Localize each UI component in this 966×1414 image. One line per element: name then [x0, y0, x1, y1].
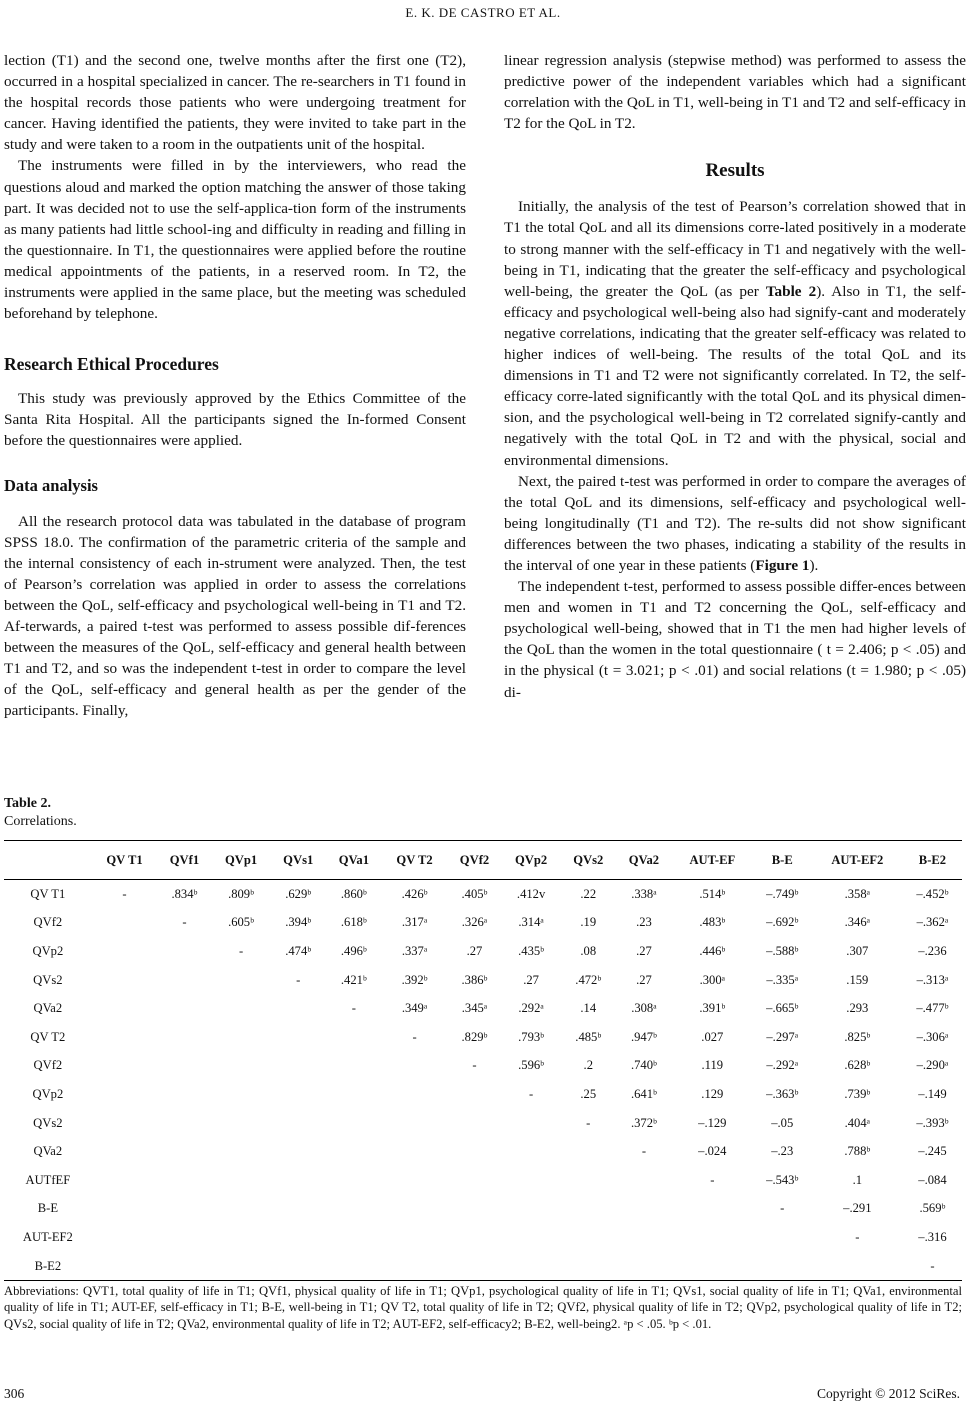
table-cell — [92, 1052, 158, 1081]
text-run: Next, the paired t-test was performed in order to compare the averages of the total QoL and its dimensions, self-efficacy and psychological well-being longitudinally (T1 and T2). The re-sults did not show significant differences between the two phases, indicating a stability of the results in the interval of one year in these patients ( — [504, 472, 966, 574]
table-row — [4, 966, 962, 995]
table-cell — [212, 1080, 271, 1109]
table-cell: - — [903, 1252, 962, 1281]
table-cell: .159 — [846, 972, 869, 987]
table-cell: –.749ᵇ — [766, 886, 799, 901]
table-cell — [753, 1252, 812, 1281]
table-cell: –.692ᵇ — [766, 915, 799, 930]
table-cell — [326, 1023, 382, 1052]
table-row — [4, 1166, 962, 1195]
row-label: AUT-EF2 — [22, 1229, 73, 1244]
table-cell: .793ᵇ — [518, 1029, 545, 1044]
table-cell: - — [710, 1172, 715, 1187]
paragraph: linear regression analysis (stepwise method) was performed to assess the predictive power of the independent variables which had a significant correlation with the QoL in T1, well-being in T1 and T2 and self-efficacy in T2 for the QoL in T2. — [504, 52, 966, 133]
table-cell — [270, 994, 325, 1023]
table-cell: –.129 — [698, 1115, 727, 1130]
table-cell — [561, 1137, 616, 1166]
table-row — [4, 1252, 962, 1281]
table-cell — [92, 1223, 158, 1252]
table-cell: –.362ᵃ — [916, 915, 949, 930]
column-header: B-E2 — [903, 841, 962, 880]
table-cell: - — [641, 1144, 647, 1159]
table-cell — [382, 1252, 448, 1281]
table-cell — [270, 1195, 325, 1224]
table-cell: - — [182, 915, 187, 930]
table-cell: .300ᵃ — [699, 972, 726, 987]
copyright: Copyright © 2012 SciRes. — [816, 1386, 960, 1401]
section-heading-results: Results — [705, 160, 765, 182]
table-cell — [326, 1166, 382, 1195]
table-cell — [92, 1023, 158, 1052]
text-run: ). Also in T1, the self-efficacy and psychological well-being also had signify-cant and moderately negative correlations, indicating that the greater self-efficacy was related to higher indices of well-being. The results of the total QoL and its dimensions in T1 and T2 were not significantly correlated. In T2, the self-efficacy corre-lated significantly with the total QoL and its physical dimen-sion, and the psychological well-being in T2 correlated signify-cantly and negatively with the total QoL in T2 and with the physical, social and environmental dimensions. — [504, 282, 966, 469]
table-cell — [270, 1223, 325, 1252]
table-row — [4, 1023, 962, 1052]
table-cell: .860ᵇ — [340, 886, 367, 901]
table-row — [4, 994, 962, 1023]
column-header: QVs2 — [561, 841, 616, 880]
row-label: B-E — [37, 1201, 59, 1216]
table-cell: - — [472, 1058, 477, 1073]
table-cell: .496ᵇ — [340, 943, 367, 958]
table-cell — [326, 1109, 382, 1138]
table-cell: .421ᵇ — [340, 972, 367, 987]
table-cell — [447, 1252, 501, 1281]
table-cell: –.588ᵇ — [766, 943, 799, 958]
table-cell: .947ᵇ — [630, 1029, 657, 1044]
table-cell: .345ᵃ — [461, 1001, 488, 1016]
table-cell: –.245 — [918, 1144, 947, 1159]
table-cell — [270, 1023, 325, 1052]
table-cell: - — [586, 1115, 591, 1130]
table-row — [4, 1052, 962, 1081]
table-cell: .829ᵇ — [461, 1029, 488, 1044]
table-cell: .27 — [466, 943, 483, 958]
table-cell: .404ᵃ — [844, 1115, 871, 1130]
table-cell — [502, 1137, 561, 1166]
column-header: B-E — [753, 841, 812, 880]
table-cell — [447, 1109, 501, 1138]
table-cell: .1 — [852, 1172, 863, 1187]
table-cell — [212, 1109, 271, 1138]
table-cell: –.236 — [918, 943, 947, 958]
table-cell: .394ᵇ — [285, 915, 312, 930]
table-cell — [616, 1223, 672, 1252]
table-cell — [157, 966, 211, 995]
table-cell: –.543ᵇ — [766, 1172, 799, 1187]
column-header: QVf2 — [447, 841, 501, 880]
table-cell — [326, 1252, 382, 1281]
table-reference: Table 2 — [765, 282, 817, 300]
table-cell: .628ᵇ — [844, 1058, 871, 1073]
table-cell: .308ᵃ — [631, 1001, 657, 1016]
table-cell: –.335ᵃ — [766, 972, 799, 987]
table-cell: –.665ᵇ — [766, 1001, 799, 1016]
left-column — [4, 50, 466, 721]
table-cell — [502, 1166, 561, 1195]
table-cell: –.084 — [918, 1172, 947, 1187]
table-cell: –.313ᵃ — [916, 972, 949, 987]
table-cell — [157, 1052, 211, 1081]
table-cell: .326ᵃ — [461, 915, 488, 930]
table-cell: .739ᵇ — [844, 1086, 871, 1101]
row-label: QVf2 — [33, 915, 63, 930]
table-cell: .405ᵇ — [461, 886, 488, 901]
column-header: QVs1 — [270, 841, 325, 880]
paragraph — [504, 196, 966, 470]
table-cell — [447, 1223, 501, 1252]
row-label: QVa2 — [33, 1144, 63, 1159]
row-label: QVp2 — [32, 1086, 64, 1101]
table-cell: .027 — [701, 1029, 724, 1044]
table-cell — [382, 1166, 448, 1195]
table-cell: .119 — [701, 1058, 724, 1073]
table-cell: –.05 — [771, 1115, 794, 1130]
table-cell: .474ᵇ — [285, 943, 312, 958]
table-cell — [212, 1052, 271, 1081]
table-cell — [92, 966, 158, 995]
table-cell — [672, 1223, 753, 1252]
table-cell: .292ᵃ — [518, 1001, 544, 1016]
table-cell — [157, 1195, 211, 1224]
table-header-row — [4, 841, 962, 880]
table-cell: - — [412, 1029, 417, 1044]
table-cell: .08 — [580, 943, 597, 958]
table-cell — [326, 1195, 382, 1224]
paragraph: The independent t-test, performed to assess possible differ-ences between men and women in T1 and T2 concerning the QoL, self-efficacy and psychological well-being, showed that in T1 the men had higher levels of the QoL than the women in the total questionnaire ( t = 2.406; p < .05) and in the physical (t = 3.021; p < .01) and social relations (t = 1.980; p < .05) di- — [504, 578, 966, 701]
table-cell: .605ᵇ — [228, 915, 255, 930]
table-cell — [447, 1137, 501, 1166]
table-cell: .23 — [636, 915, 652, 930]
table-cell — [382, 1137, 448, 1166]
table-cell — [502, 1195, 561, 1224]
table-cell — [92, 909, 158, 938]
column-header: QV T2 — [382, 841, 448, 880]
table-cell — [157, 1080, 211, 1109]
table-cell — [212, 1223, 271, 1252]
section-heading-data-analysis: Data analysis — [4, 475, 98, 495]
table-cell — [157, 1166, 211, 1195]
table-cell: .314ᵃ — [518, 915, 544, 930]
table-cell — [212, 1166, 271, 1195]
column-header: QVp1 — [212, 841, 271, 880]
paragraph: This study was previously approved by the Ethics Committee of the Santa Rita Hospital. All the participants signed the In-formed Consent before the questionnaires were applied. — [4, 390, 466, 450]
table-caption — [4, 795, 77, 831]
row-label: AUTfEF — [25, 1172, 71, 1187]
table-cell: –.363ᵇ — [766, 1086, 799, 1101]
text-run: ). — [809, 556, 819, 574]
table-cell: .349ᵃ — [401, 1001, 428, 1016]
table-cell — [92, 937, 158, 966]
table-cell: –.024 — [698, 1144, 727, 1159]
table-title: Correlations. — [4, 814, 77, 829]
row-label: QVf2 — [33, 1058, 63, 1073]
table-cell: –.23 — [771, 1144, 794, 1159]
table-cell — [447, 1080, 501, 1109]
table-cell — [157, 1109, 211, 1138]
table-row — [4, 880, 962, 909]
table-cell: .435ᵇ — [518, 943, 545, 958]
table-cell — [382, 1223, 448, 1252]
table-cell — [270, 1052, 325, 1081]
table-cell: - — [122, 886, 127, 901]
column-header: QV T1 — [92, 841, 158, 880]
table-cell — [753, 1223, 812, 1252]
table-cell — [270, 1252, 325, 1281]
table-cell — [92, 1252, 158, 1281]
table-cell: .372ᵇ — [630, 1115, 657, 1130]
table-cell: .358ᵃ — [844, 886, 871, 901]
table-cell: .834ᵇ — [171, 886, 198, 901]
section-heading-ethics: Research Ethical Procedures — [4, 354, 219, 375]
table-cell — [212, 966, 271, 995]
table-cell — [212, 1252, 271, 1281]
table-cell: - — [529, 1086, 534, 1101]
table-cell: .483ᵇ — [699, 915, 726, 930]
table-cell — [447, 1195, 501, 1224]
table-row — [4, 1109, 962, 1138]
table-cell: .27 — [523, 972, 539, 987]
table-cell — [157, 937, 211, 966]
row-label: QV T1 — [30, 886, 66, 901]
table-cell — [92, 994, 158, 1023]
table-cell — [92, 1137, 158, 1166]
table-cell: - — [296, 972, 301, 987]
table-abbreviations: Abbreviations: QVT1, total quality of life in T1; QVf1, physical quality of life in T1; QVp1, psychological quality of life in T1; QVs1, social quality of life in T1; QVa1, environmental quality of life in T1; AUT-EF, self-efficacy in T1; B-E, well-being in T1; QV T2, total quality of life in T2; QVf2, physical quality of life in T2; QVp2, psychological quality of life in T2; QVs2, social quality of life in T2; QVa2, environmental quality of life in T2; AUT-EF2, self-efficacy2; B-E2, well-being2. ᵃp < .05. ᵇp < .01. — [4, 1284, 962, 1331]
table-cell — [157, 1223, 211, 1252]
table-cell — [561, 1195, 616, 1224]
table-cell: –.306ᵃ — [916, 1029, 949, 1044]
table-cell: –.393ᵇ — [916, 1115, 949, 1130]
table-cell: - — [351, 1001, 356, 1016]
table-cell — [502, 1109, 561, 1138]
table-cell — [447, 1166, 501, 1195]
table-cell: .485ᵇ — [575, 1029, 602, 1044]
table-cell: .27 — [636, 943, 652, 958]
table-cell: .346ᵃ — [844, 915, 871, 930]
table-cell — [212, 1137, 271, 1166]
table-cell — [270, 1109, 325, 1138]
text-run: Initially, the analysis of the test of Pearson’s correlation showed that in T1 the total QoL and all its dimensions corre-lated positively in a moderate to strong manner with the self-efficacy in T1 and negatively with the well-being in T1, indicating that the greater the self-efficacy and psychological well-being, the greater the QoL (as per — [504, 198, 966, 300]
table-cell: .19 — [580, 915, 597, 930]
table-cell — [157, 994, 211, 1023]
table-cell: .412v — [516, 886, 546, 901]
table-row — [4, 1137, 962, 1166]
table-cell: .2 — [583, 1058, 593, 1073]
table-cell: –.290ᵃ — [916, 1058, 949, 1073]
table-cell: - — [855, 1229, 860, 1244]
table-cell — [92, 1195, 158, 1224]
table-cell: .392ᵇ — [401, 972, 428, 987]
paragraph — [504, 471, 966, 576]
row-label: QVa2 — [33, 1001, 63, 1016]
column-header: AUT-EF — [672, 841, 753, 880]
table-cell — [92, 1109, 158, 1138]
table-cell: .788ᵇ — [844, 1144, 871, 1159]
table-row — [4, 1080, 962, 1109]
figure-reference: Figure 1 — [755, 556, 810, 574]
table-cell: .426ᵇ — [401, 886, 428, 901]
table-cell — [326, 1080, 382, 1109]
table-cell: .14 — [580, 1001, 597, 1016]
paragraph: All the research protocol data was tabulated in the database of program SPSS 18.0. The confirmation of the parametric criteria of the sample and the internal consistency of each in-strument were analyzed. Then, the test of Pearson’s correlation was applied in order to assess the correlations between the QoL, self-efficacy and psychological well-being in T1 and T2. Af-terwards, a paired t-test was performed to assess possible dif-ferences between the measures of the QoL, self-efficacy and general health between T1 and T2, and so was the independent t-test in order to compare the level of the QoL, self-efficacy and general health as per the gender of the participants. Finally, — [4, 512, 466, 720]
column-header — [4, 841, 92, 880]
column-header: AUT-EF2 — [812, 841, 903, 880]
table-row — [4, 909, 962, 938]
table-cell — [616, 1252, 672, 1281]
table-cell: .317ᵃ — [401, 915, 428, 930]
row-label: QVp2 — [32, 943, 64, 958]
table-label: Table 2. — [4, 796, 51, 811]
table-cell: .514ᵇ — [699, 886, 726, 901]
table-row — [4, 1195, 962, 1224]
row-label: QVs2 — [33, 1115, 63, 1130]
table-cell — [212, 994, 271, 1023]
right-column — [504, 50, 966, 703]
table-cell — [382, 1195, 448, 1224]
table-cell — [812, 1252, 903, 1281]
table-row — [4, 937, 962, 966]
table-cell: .596ᵇ — [518, 1058, 545, 1073]
table-cell: .569ᵇ — [919, 1201, 946, 1216]
running-head: E. K. DE CASTRO ET AL. — [405, 5, 561, 20]
table-row — [4, 1223, 962, 1252]
table-cell: .618ᵇ — [340, 915, 367, 930]
table-cell — [92, 1166, 158, 1195]
table-cell — [92, 1080, 158, 1109]
table-cell — [561, 1166, 616, 1195]
correlation-table — [4, 840, 962, 1281]
table-cell: .307 — [846, 943, 869, 958]
table-cell: - — [780, 1201, 785, 1216]
table-cell — [616, 1195, 672, 1224]
table-cell: .446ᵇ — [699, 943, 726, 958]
table-cell — [382, 1109, 448, 1138]
table-cell — [157, 1023, 211, 1052]
column-header: QVp2 — [502, 841, 561, 880]
column-header: QVa2 — [616, 841, 672, 880]
table-cell: .472ᵇ — [575, 972, 602, 987]
table-cell — [157, 1252, 211, 1281]
table-cell — [326, 1223, 382, 1252]
table-cell — [382, 1080, 448, 1109]
table-cell — [561, 1252, 616, 1281]
column-header: QVa1 — [326, 841, 382, 880]
table-cell: .641ᵇ — [630, 1086, 657, 1101]
table-cell — [326, 1052, 382, 1081]
table-cell: .129 — [701, 1086, 724, 1101]
table-cell: .825ᵇ — [844, 1029, 871, 1044]
table-cell: –.316 — [918, 1229, 947, 1244]
table-cell — [212, 1195, 271, 1224]
table-cell — [561, 1223, 616, 1252]
table-cell: .391ᵇ — [699, 1001, 726, 1016]
table-cell: –.297ᵃ — [766, 1029, 799, 1044]
column-header: QVf1 — [157, 841, 211, 880]
table-body — [4, 880, 962, 1281]
table-cell: .25 — [580, 1086, 597, 1101]
table-cell: –.292ᵃ — [766, 1058, 799, 1073]
table-cell: .809ᵇ — [228, 886, 255, 901]
table-cell — [270, 1166, 325, 1195]
table-cell — [270, 1080, 325, 1109]
table-cell: –.452ᵇ — [916, 886, 949, 901]
table-cell: .22 — [580, 886, 597, 901]
table-cell: .27 — [636, 972, 652, 987]
table-cell: .740ᵇ — [630, 1058, 657, 1073]
table-cell — [502, 1252, 561, 1281]
table-cell — [672, 1252, 753, 1281]
table-cell: –.291 — [843, 1201, 872, 1216]
table-cell: .386ᵇ — [461, 972, 488, 987]
table-cell: .338ᵃ — [631, 886, 657, 901]
table-cell: –.477ᵇ — [916, 1001, 949, 1016]
table-cell — [326, 1137, 382, 1166]
row-label: B-E2 — [4, 1252, 92, 1281]
page-number: 306 — [4, 1386, 25, 1401]
table-cell — [502, 1223, 561, 1252]
table-cell: –.149 — [918, 1086, 947, 1101]
table-cell — [672, 1195, 753, 1224]
paragraph: The instruments were filled in by the interviewers, who read the questions aloud and marked the option matching the answer of those taking part. It was decided not to use the self-applica-tion form of the instruments as many patients had little school-ing and difficulty in reading and filling in the questionnaire. In T1, the questionnaires were applied before the routine medical appointments of the patients, in a reserved room. In T2, the instruments were applied in the same place, but the meeting was scheduled beforehand by telephone. — [4, 157, 466, 323]
row-label: QVs2 — [33, 972, 63, 987]
table-cell — [616, 1166, 672, 1195]
paragraph: lection (T1) and the second one, twelve months after the first one (T2), occurred in a hospital specialized in cancer. The re-searchers in T1 found in the hospital records those patients who were undergoing treatment for cancer. Having identified the patients, they were invited to take part in the study and were taken to a room in the outpatients unit of the hospital. — [4, 52, 466, 154]
table-cell — [382, 1052, 448, 1081]
table-cell: .629ᵇ — [285, 886, 312, 901]
table-cell — [270, 1137, 325, 1166]
row-label: QV T2 — [30, 1029, 66, 1044]
table-cell: - — [238, 943, 244, 958]
table-cell: .337ᵃ — [401, 943, 428, 958]
table-cell: .293 — [846, 1001, 869, 1016]
table-cell — [157, 1137, 211, 1166]
table-cell — [212, 1023, 271, 1052]
